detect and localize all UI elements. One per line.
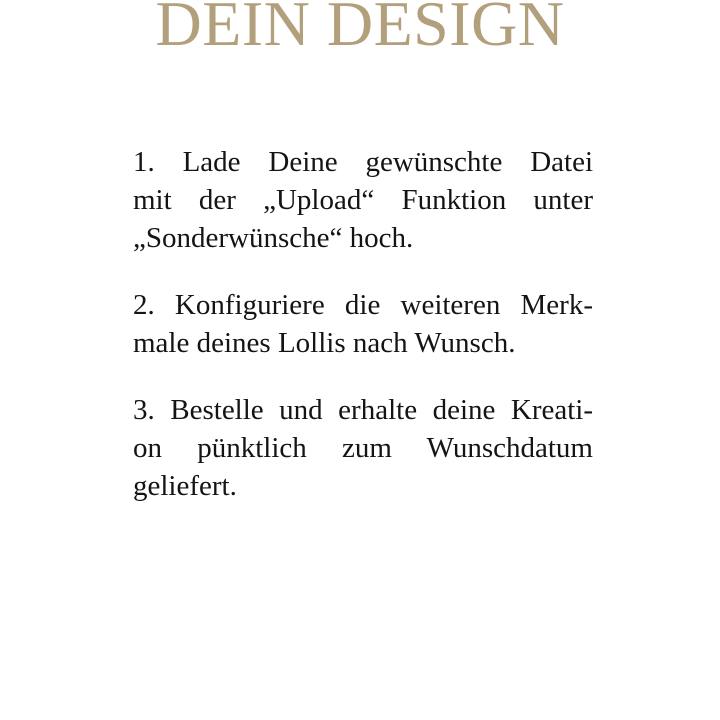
page-title: DEIN DESIGN bbox=[155, 0, 565, 59]
text-line: 2. Konfiguriere die weiteren Merk- bbox=[133, 289, 593, 321]
text-line: 3. Bestelle und erhalte deine Kreati- bbox=[133, 394, 593, 426]
text-line: male deines Lollis nach Wunsch. bbox=[133, 327, 516, 359]
text-line: „Sonderwünsche“ hoch. bbox=[133, 222, 414, 254]
text-line: geliefert. bbox=[133, 470, 237, 502]
instruction-step-3 bbox=[133, 391, 593, 505]
text-line: on pünktlich zum Wunschdatum bbox=[133, 432, 593, 464]
instruction-step-1 bbox=[133, 143, 593, 257]
instruction-step-2 bbox=[133, 286, 593, 362]
text-line: mit der „Upload“ Funktion unter bbox=[133, 184, 593, 216]
instructions-block bbox=[133, 143, 593, 505]
text-line: 1. Lade Deine gewünschte Datei bbox=[133, 146, 593, 178]
